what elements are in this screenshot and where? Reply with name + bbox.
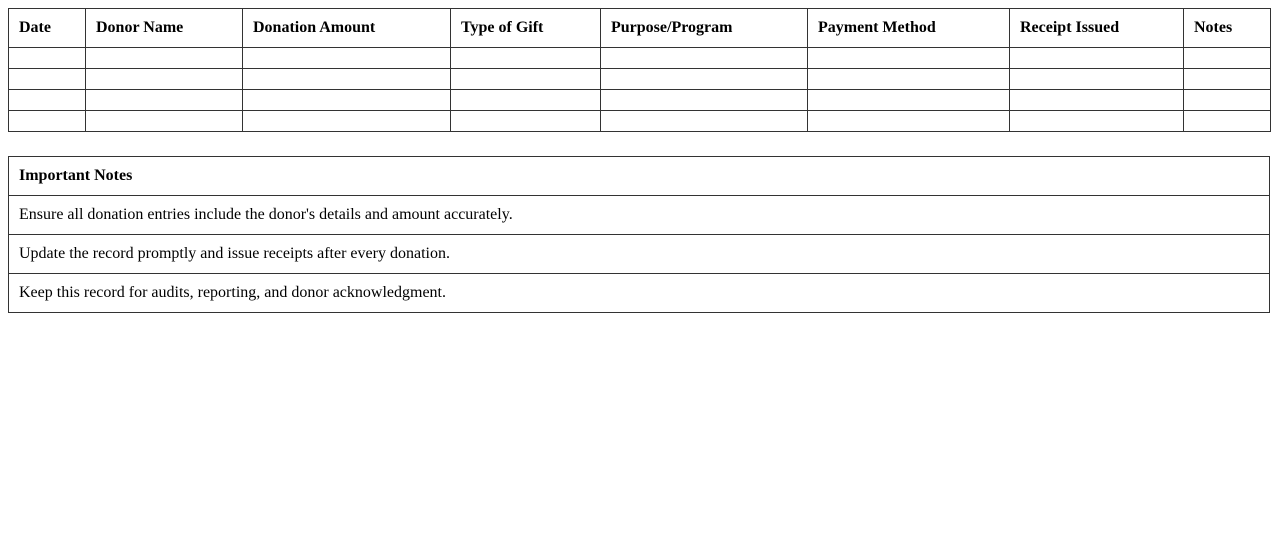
table-header-row: [9, 9, 1271, 48]
cell-date[interactable]: [9, 69, 86, 90]
cell-receipt-issued[interactable]: [1010, 90, 1184, 111]
cell-type-of-gift[interactable]: [451, 48, 601, 69]
note-item: Update the record promptly and issue receipts after every donation.: [9, 235, 1270, 274]
cell-receipt-issued[interactable]: [1010, 69, 1184, 90]
column-header-type-of-gift: Type of Gift: [451, 9, 601, 48]
table-row: [9, 90, 1271, 111]
cell-type-of-gift[interactable]: [451, 90, 601, 111]
table-row: [9, 69, 1271, 90]
cell-notes[interactable]: [1184, 69, 1271, 90]
cell-purpose-program[interactable]: [601, 69, 808, 90]
cell-donor-name[interactable]: [86, 48, 243, 69]
cell-notes[interactable]: [1184, 48, 1271, 69]
donation-record-table: [8, 8, 1271, 132]
column-header-receipt-issued: Receipt Issued: [1010, 9, 1184, 48]
cell-type-of-gift[interactable]: [451, 111, 601, 132]
cell-notes[interactable]: [1184, 90, 1271, 111]
cell-date[interactable]: [9, 111, 86, 132]
cell-donor-name[interactable]: [86, 69, 243, 90]
cell-donation-amount[interactable]: [243, 90, 451, 111]
cell-notes[interactable]: [1184, 111, 1271, 132]
table-row: [9, 111, 1271, 132]
note-row: [9, 235, 1270, 274]
cell-purpose-program[interactable]: [601, 48, 808, 69]
cell-receipt-issued[interactable]: [1010, 48, 1184, 69]
column-header-donor-name: Donor Name: [86, 9, 243, 48]
important-notes-title: Important Notes: [9, 157, 1270, 196]
column-header-purpose-program: Purpose/Program: [601, 9, 808, 48]
cell-type-of-gift[interactable]: [451, 69, 601, 90]
cell-purpose-program[interactable]: [601, 111, 808, 132]
table-row: [9, 48, 1271, 69]
note-row: [9, 274, 1270, 313]
cell-donor-name[interactable]: [86, 111, 243, 132]
cell-donation-amount[interactable]: [243, 111, 451, 132]
notes-header-row: [9, 157, 1270, 196]
note-item: Ensure all donation entries include the donor's details and amount accurately.: [9, 196, 1270, 235]
note-row: [9, 196, 1270, 235]
cell-payment-method[interactable]: [808, 90, 1010, 111]
column-header-donation-amount: Donation Amount: [243, 9, 451, 48]
column-header-date: Date: [9, 9, 86, 48]
important-notes-table: [8, 156, 1270, 313]
cell-payment-method[interactable]: [808, 48, 1010, 69]
cell-donation-amount[interactable]: [243, 48, 451, 69]
cell-payment-method[interactable]: [808, 69, 1010, 90]
cell-purpose-program[interactable]: [601, 90, 808, 111]
note-item: Keep this record for audits, reporting, and donor acknowledgment.: [9, 274, 1270, 313]
cell-date[interactable]: [9, 48, 86, 69]
column-header-payment-method: Payment Method: [808, 9, 1010, 48]
cell-payment-method[interactable]: [808, 111, 1010, 132]
cell-date[interactable]: [9, 90, 86, 111]
cell-receipt-issued[interactable]: [1010, 111, 1184, 132]
cell-donor-name[interactable]: [86, 90, 243, 111]
cell-donation-amount[interactable]: [243, 69, 451, 90]
column-header-notes: Notes: [1184, 9, 1271, 48]
